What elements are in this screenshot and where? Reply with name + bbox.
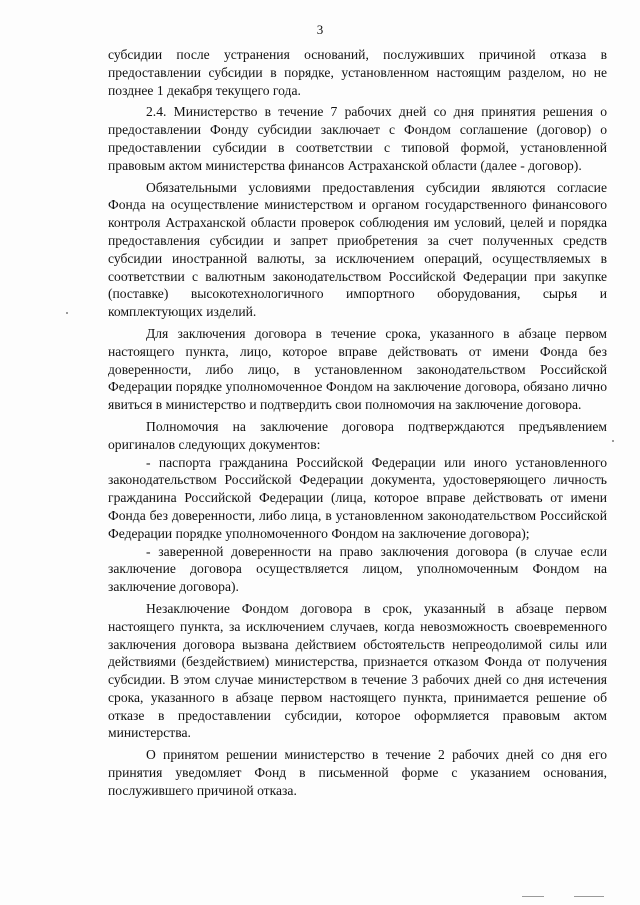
paragraph-continuation: субсидии после устранения оснований, послуживших причиной отказа в предоставлении субсидии в порядке, установленном настоящим разделом, но не позднее 1 декабря текущего года. <box>108 47 607 98</box>
paragraph-clause-2-4: 2.4. Министерство в течение 7 рабочих дней со дня принятия решения о предоставлении Фонду субсидии заключает с Фондом соглашение (договор) о предоставлении субсидии в соответствии с типовой формой, установленной правовым актом министерства финансов Астраханской области (далее - договор). <box>108 104 607 173</box>
list-item-power-of-attorney: - заверенной доверенности на право заключения договора (в случае если заключение договора осуществляется лицом, уполномоченным Фондом на заключение договора). <box>108 543 607 595</box>
paragraph-contract-conclusion: Для заключения договора в течение срока, указанного в абзаце первом настоящего пункта, лицо, которое вправе действовать от имени Фонда без доверенности, либо лицо, в установленном законодательством Российской Федерации порядке уполномоченное Фондом на заключение договора, обязано лично явиться в министерство и подтвердить свои полномочия на заключение договора. <box>108 325 607 413</box>
scan-edge-mark <box>522 896 544 897</box>
document-body <box>108 46 607 800</box>
scan-speck <box>66 312 68 314</box>
paragraph-mandatory-conditions: Обязательными условиями предоставления субсидии являются согласие Фонда на осуществление министерством и органом государственного финансового контроля Астраханской области проверок соблюдения им условий, целей и порядка предоставления субсидии и запрет приобретения за счет полученных средств субсидии иностранной валюты, за исключением операций, осуществляемых в соответствии с валютным законодательством Российской Федерации при закупке (поставке) высокотехнологичного импортного оборудования, сырья и комплектующих изделий. <box>108 179 607 320</box>
paragraph-non-conclusion: Незаключение Фондом договора в срок, указанный в абзаце первом настоящего пункта, за исключением случаев, когда невозможность своевременного заключения договора вызвана действием обстоятельств непреодолимой силы или действиями (бездействием) министерства, признается отказом Фонда от получения субсидии. В этом случае министерством в течение 3 рабочих дней со дня истечения срока, указанного в абзаце первом настоящего пункта, принимается решение об отказе в предоставлении субсидии, которое оформляется правовым актом министерства. <box>108 600 607 741</box>
scan-edge-mark <box>574 896 604 897</box>
page-number: 3 <box>316 22 324 37</box>
scan-speck <box>612 440 614 442</box>
paragraph-notification: О принятом решении министерство в течение 2 рабочих дней со дня его принятия уведомляет Фонд в письменной форме с указанием основания, послужившего причиной отказа. <box>108 747 607 798</box>
list-item-passport: - паспорта гражданина Российской Федерации или иного установленного законодательством Российской Федерации документа, удостоверяющего личность гражданина Российской Федерации (лица, которое вправе действовать от имени Фонда без доверенности, либо лица, в установленном законодательством Российской Федерации порядке уполномоченного Фондом на заключение договора); <box>108 454 607 541</box>
paragraph-authority-confirmation: Полномочия на заключение договора подтверждаются предъявлением оригиналов следующих документов: <box>108 418 607 452</box>
